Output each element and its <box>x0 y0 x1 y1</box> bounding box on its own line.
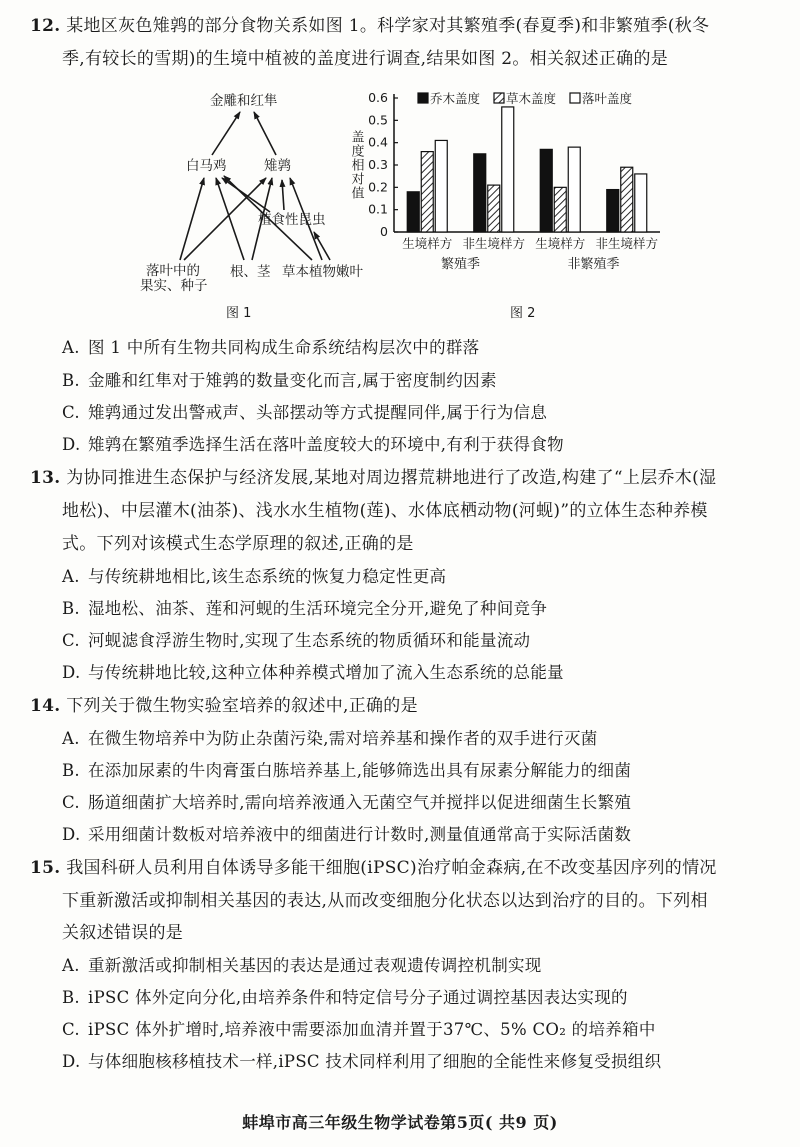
q14-stem-line1 <box>30 694 418 718</box>
option-letter: C. <box>62 793 80 812</box>
q12-option-b <box>62 369 497 393</box>
option-text: 与体细胞核移植技术一样,iPSC 技术同样利用了细胞的全能性来修复受损组织 <box>88 1052 662 1071</box>
bar-luoye <box>502 107 514 232</box>
option-text: iPSC 体外扩增时,培养液中需要添加血清并置于37℃、5% CO₂ 的培养箱中 <box>88 1020 656 1039</box>
y-tick-label: 0.2 <box>368 179 388 195</box>
q12-stem-line2: 季,有较长的雪期)的生境中植被的盖度进行调查,结果如图 2。相关叙述正确的是 <box>62 49 669 69</box>
q14-option-c <box>62 791 631 815</box>
option-letter: A. <box>62 567 80 586</box>
option-letter: A. <box>62 338 80 357</box>
node-luoye-line2: 果实、种子 <box>140 278 208 294</box>
bar-caomu <box>554 187 566 232</box>
legend-swatch <box>570 93 580 103</box>
option-letter: C. <box>62 1020 80 1039</box>
y-tick-label: 0.5 <box>368 112 388 128</box>
option-letter: D. <box>62 1052 81 1071</box>
option-letter: C. <box>62 403 80 422</box>
option-text: 图 1 中所有生物共同构成生命系统结构层次中的群落 <box>88 338 480 357</box>
y-tick-label: 0.4 <box>368 134 388 150</box>
q14-option-d <box>62 823 631 847</box>
q15-option-c <box>62 1018 656 1042</box>
q14-number: 14. <box>30 696 61 716</box>
node-genjing: 根、茎 <box>230 264 271 280</box>
page-footer: 蚌埠市高三年级生物学试卷第5页( 共9 页) <box>242 1113 558 1132</box>
legend-label: 落叶盖度 <box>582 91 633 106</box>
y-tick-label: 0.1 <box>368 201 388 217</box>
q13-stem-line1 <box>30 466 716 490</box>
q15-option-b <box>62 986 628 1010</box>
option-letter: D. <box>62 663 81 682</box>
option-letter: A. <box>62 956 80 975</box>
q13-stem-line2: 地松)、中层灌木(油茶)、浅水水生植物(莲)、水体底栖动物(河蚬)”的立体生态种养模 <box>62 501 708 521</box>
option-letter: A. <box>62 729 80 748</box>
y-tick-label: 0.6 <box>368 90 388 105</box>
bar-qiaomu <box>407 192 419 232</box>
q12-option-a <box>62 336 480 360</box>
node-top-predators: 金雕和红隼 <box>210 93 278 109</box>
legend-label: 草木盖度 <box>506 91 557 106</box>
node-kunchong: 植食性昆虫 <box>258 212 326 228</box>
option-text: 采用细菌计数板对培养液中的细菌进行计数时,测量值通常高于实际活菌数 <box>88 825 632 844</box>
x-category-label: 生境样方 <box>402 236 453 251</box>
q14-option-b <box>62 759 631 783</box>
option-letter: C. <box>62 631 80 650</box>
q12-option-d <box>62 433 564 457</box>
option-text: 与传统耕地相比,该生态系统的恢复力稳定性更高 <box>88 567 447 586</box>
x-category-label: 生境样方 <box>535 236 586 251</box>
option-text: 河蚬滤食浮游生物时,实现了生态系统的物质循环和能量流动 <box>88 631 531 650</box>
option-text: 湿地松、油茶、莲和河蚬的生活环境完全分开,避免了种间竞争 <box>88 599 548 618</box>
q15-stem-line2: 下重新激活或抑制相关基因的表达,从而改变细胞分化状态以达到治疗的目的。下列相 <box>62 891 708 911</box>
bar-luoye <box>435 140 447 232</box>
q12-stem-text1: 某地区灰色雉鹑的部分食物关系如图 1。科学家对其繁殖季(春夏季)和非繁殖季(秋冬 <box>66 16 710 36</box>
option-letter: B. <box>62 599 80 618</box>
bar-caomu <box>488 185 500 232</box>
legend-swatch <box>494 93 504 103</box>
q12-option-c <box>62 401 547 425</box>
q13-stem-line3: 式。下列对该模式生态学原理的叙述,正确的是 <box>62 534 414 554</box>
option-text: 与传统耕地比较,这种立体种养模式增加了流入生态系统的总能量 <box>88 663 564 682</box>
q13-option-b <box>62 597 547 621</box>
option-letter: D. <box>62 435 81 454</box>
q13-stem-text1: 为协同推进生态保护与经济发展,某地对周边撂荒耕地进行了改造,构建了“上层乔木(湿 <box>66 468 717 488</box>
option-text: 在微生物培养中为防止杂菌污染,需对培养基和操作者的双手进行灭菌 <box>88 729 598 748</box>
option-letter: B. <box>62 371 80 390</box>
node-zhichun: 雉鹑 <box>264 158 291 174</box>
option-text: 金雕和红隼对于雉鹑的数量变化而言,属于密度制约因素 <box>88 371 497 390</box>
bar-luoye <box>568 147 580 232</box>
bar-luoye <box>635 174 647 232</box>
q15-number: 15. <box>30 858 61 878</box>
bar-qiaomu <box>474 154 486 232</box>
option-letter: B. <box>62 761 80 780</box>
q12-number: 12. <box>30 16 61 36</box>
node-nenye: 草本植物嫩叶 <box>282 264 363 280</box>
option-letter: B. <box>62 988 80 1007</box>
q15-option-a <box>62 954 542 978</box>
x-category-label: 非生境样方 <box>462 236 526 251</box>
legend-label: 乔木盖度 <box>430 91 481 106</box>
bar-qiaomu <box>540 149 552 232</box>
y-tick-label: 0.3 <box>368 157 388 172</box>
q14-option-a <box>62 727 598 751</box>
option-text: 重新激活或抑制相关基因的表达是通过表观遗传调控机制实现 <box>88 956 542 975</box>
y-axis-label: 盖度相对值 <box>348 130 364 200</box>
option-letter: D. <box>62 825 81 844</box>
q15-stem-line1 <box>30 856 717 880</box>
q13-number: 13. <box>30 468 61 488</box>
q15-option-d <box>62 1050 661 1074</box>
y-tick-label: 0 <box>380 224 388 239</box>
x-group-label: 繁殖季 <box>440 257 481 272</box>
x-category-label: 非生境样方 <box>595 236 659 251</box>
q13-option-a <box>62 565 446 589</box>
option-text: 在添加尿素的牛肉膏蛋白胨培养基上,能够筛选出具有尿素分解能力的细菌 <box>88 761 632 780</box>
x-group-label: 非繁殖季 <box>567 257 620 272</box>
bar-qiaomu <box>607 190 619 232</box>
option-text: iPSC 体外定向分化,由培养条件和特定信号分子通过调控基因表达实现的 <box>88 988 628 1007</box>
node-baimaji: 白马鸡 <box>186 158 227 174</box>
q14-stem-text1: 下列关于微生物实验室培养的叙述中,正确的是 <box>66 696 418 716</box>
legend-swatch <box>418 93 428 103</box>
figure1-caption: 图 1 <box>226 306 252 321</box>
option-text: 雉鹑在繁殖季选择生活在落叶盖度较大的环境中,有利于获得食物 <box>88 435 564 454</box>
q13-option-c <box>62 629 530 653</box>
bar-caomu <box>421 152 433 232</box>
figure2-caption: 图 2 <box>510 306 536 321</box>
bar-caomu <box>621 167 633 232</box>
q13-option-d <box>62 661 564 685</box>
option-text: 雉鹑通过发出警戒声、头部摆动等方式提醒同伴,属于行为信息 <box>88 403 548 422</box>
q15-stem-line3: 关叙述错误的是 <box>62 923 184 943</box>
option-text: 肠道细菌扩大培养时,需向培养液通入无菌空气并搅拌以促进细菌生长繁殖 <box>88 793 632 812</box>
q15-stem-text1: 我国科研人员利用自体诱导多能干细胞(iPSC)治疗帕金森病,在不改变基因序列的情况 <box>66 858 717 878</box>
node-luoye-line1: 落叶中的 <box>146 263 200 279</box>
